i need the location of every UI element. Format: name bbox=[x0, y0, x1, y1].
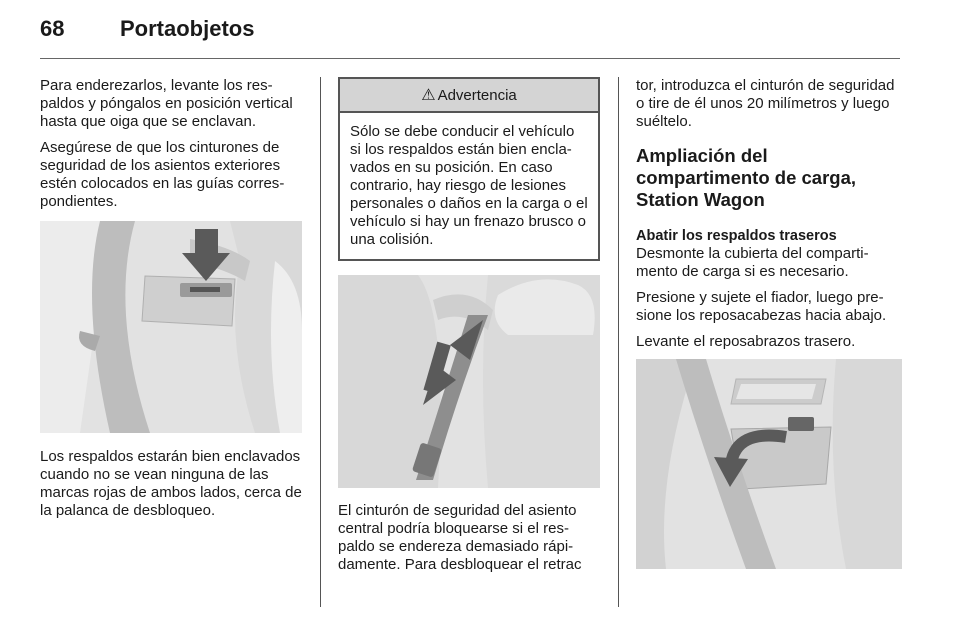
section-heading: Ampliación del compartimento de carga, Station Wagon bbox=[636, 145, 857, 210]
figure-seatback-release bbox=[40, 221, 302, 433]
warning-text: Sólo se debe conducir el vehículo si los respaldos están bien enclavados en su posición. En caso contrario, hay riesgo de lesiones personales o daños en la carga o el vehículo si hay un frenazo brusco o una colisión. bbox=[350, 123, 588, 248]
column-divider-1 bbox=[320, 77, 321, 607]
warning-header bbox=[340, 79, 598, 113]
page-title: Portaobjetos bbox=[120, 16, 255, 41]
column-1 bbox=[40, 77, 302, 520]
paragraph: Los respaldos estarán bien enclavados cuando no se vean ninguna de las marcas rojas de ambos lados, cerca de la palanca de desbloqueo. bbox=[40, 448, 302, 519]
figure-center-seatbelt bbox=[338, 275, 600, 488]
warning-title: Advertencia bbox=[437, 86, 517, 104]
paragraph: Presione y sujete el fiador, luego presione los reposacabezas hacia abajo. bbox=[636, 289, 887, 324]
page-number: 68 bbox=[40, 16, 65, 41]
column-divider-2 bbox=[618, 77, 619, 607]
paragraph: Para enderezarlos, levante los respaldos y póngalos en posición vertical hasta que oiga que se enclavan. bbox=[40, 77, 293, 130]
paragraph: Asegúrese de que los cinturones de seguridad de los asientos exteriores estén colocados en las guías correspondientes. bbox=[40, 139, 285, 210]
paragraph: El cinturón de seguridad del asiento central podría bloquearse si el respaldo se endereza demasiado rápidamente. Para desbloquear el retrac bbox=[338, 502, 582, 573]
header-divider bbox=[40, 58, 900, 59]
warning-box bbox=[338, 77, 600, 261]
paragraph: tor, introduzca el cinturón de seguridad o tire de él unos 20 milímetros y luego suéltelo. bbox=[636, 77, 895, 130]
figure-armrest-release bbox=[636, 359, 902, 569]
warning-icon: ⚠ bbox=[421, 87, 436, 104]
column-2 bbox=[338, 77, 600, 574]
subsection-heading: Abatir los respaldos traseros bbox=[636, 228, 837, 244]
column-3 bbox=[636, 77, 902, 569]
page-header bbox=[40, 16, 254, 50]
paragraph: Desmonte la cubierta del compartimento de carga si es necesario. bbox=[636, 245, 869, 280]
paragraph: Levante el reposabrazos trasero. bbox=[636, 333, 856, 350]
